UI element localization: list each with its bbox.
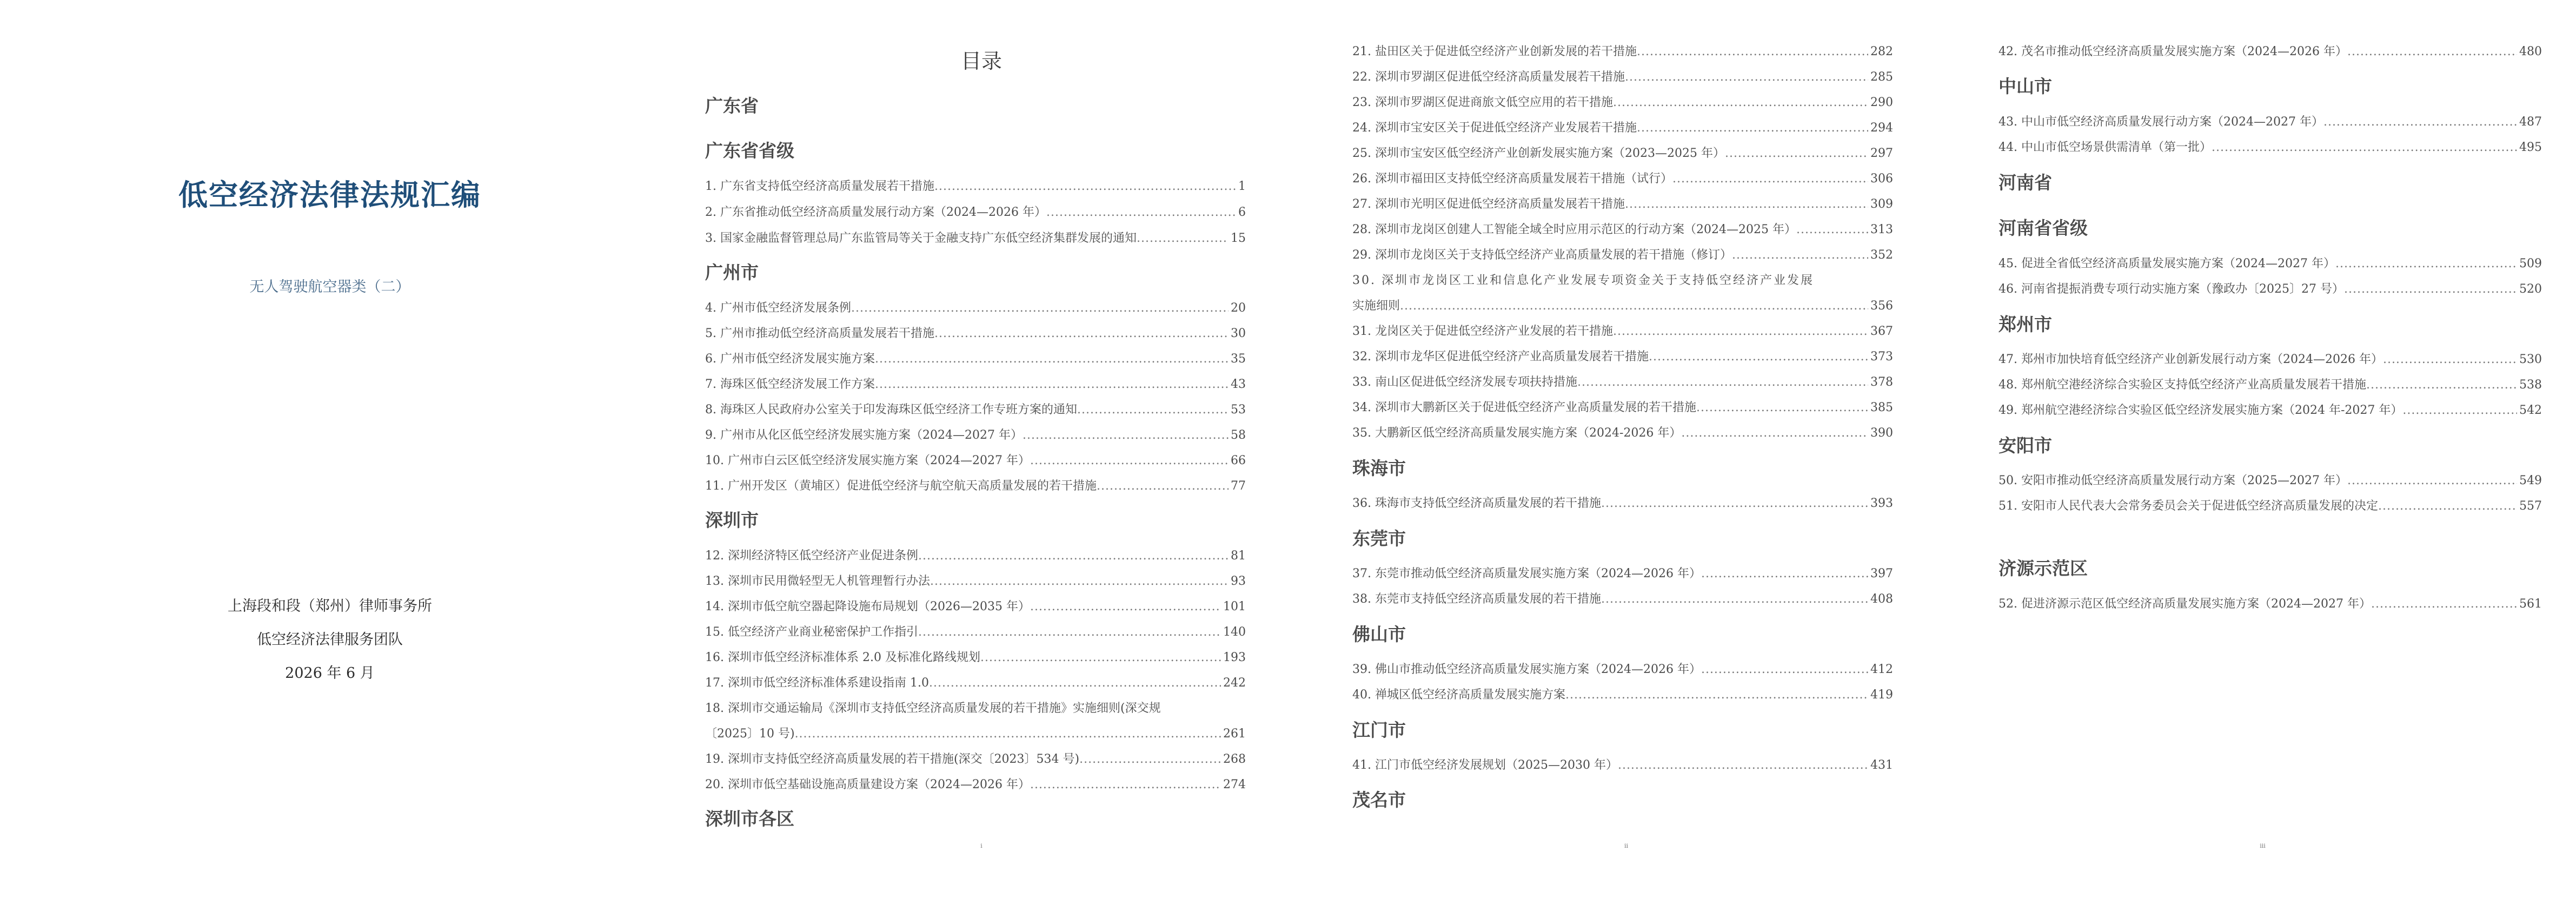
toc-entry[interactable]: 6. 广州市低空经济发展实施方案 ..... 35 bbox=[705, 349, 1246, 366]
toc-entry-continued[interactable]: 〔2025〕10 号) ..... 261 bbox=[705, 724, 1246, 741]
toc-entry[interactable]: 25. 深圳市宝安区低空经济产业创新发展实施方案（2023—2025 年） ..... 297 bbox=[1352, 144, 1893, 161]
section-heading: 珠海市 bbox=[1352, 458, 1406, 479]
document-subtitle: 无人驾驶航空器类（二） bbox=[249, 279, 410, 295]
toc-entry[interactable]: 29. 深圳市龙岗区关于支持低空经济产业高质量发展的若干措施（修订） ..... 352 bbox=[1352, 246, 1893, 262]
toc-entry[interactable]: 10. 广州市白云区低空经济发展实施方案（2024—2027 年） ..... 66 bbox=[705, 451, 1246, 468]
toc-entry[interactable]: 52. 促进济源示范区低空经济高质量发展实施方案（2024—2027 年） ..... 561 bbox=[1999, 595, 2542, 611]
toc-entry[interactable]: 4. 广州市低空经济发展条例 ..... 20 bbox=[705, 299, 1246, 315]
toc-entry[interactable]: 28. 深圳市龙岗区创建人工智能全域全时应用示范区的行动方案（2024—2025 年） ..... 313 bbox=[1352, 220, 1893, 237]
toc-entry[interactable]: 18. 深圳市交通运输局《深圳市支持低空经济高质量发展的若干措施》实施细则(深交规 bbox=[705, 702, 1161, 715]
toc-entry[interactable]: 32. 深圳市龙华区促进低空经济产业高质量发展若干措施 ..... 373 bbox=[1352, 347, 1893, 364]
toc-entry[interactable]: 39. 佛山市推动低空经济高质量发展实施方案（2024—2026 年） ..... 412 bbox=[1352, 660, 1893, 677]
toc-entry[interactable]: 36. 珠海市支持低空经济高质量发展的若干措施 ..... 393 bbox=[1352, 494, 1893, 511]
service-team: 低空经济法律服务团队 bbox=[257, 631, 403, 648]
document-title: 低空经济法律法规汇编 bbox=[178, 178, 481, 212]
toc-entry[interactable]: 13. 深圳市民用微轻型无人机管理暂行办法 ..... 93 bbox=[705, 572, 1246, 589]
page-number: ii bbox=[1624, 842, 1629, 849]
toc-entry[interactable]: 3. 国家金融监督管理总局广东监管局等关于金融支持广东低空经济集群发展的通知 ..... 15 bbox=[705, 229, 1246, 246]
toc-entry[interactable]: 21. 盐田区关于促进低空经济产业创新发展的若干措施 ..... 282 bbox=[1352, 42, 1893, 59]
toc-entry[interactable]: 7. 海珠区低空经济发展工作方案 ..... 43 bbox=[705, 375, 1246, 392]
toc-entry[interactable]: 44. 中山市低空场景供需清单（第一批） ..... 495 bbox=[1999, 138, 2542, 155]
section-heading: 安阳市 bbox=[1999, 435, 2052, 456]
toc-page-1 bbox=[660, 0, 1303, 911]
toc-entry[interactable]: 42. 茂名市推动低空经济高质量发展实施方案（2024—2026 年） ..... 480 bbox=[1999, 42, 2542, 59]
toc-entry[interactable]: 31. 龙岗区关于促进低空经济产业发展的若干措施 ..... 367 bbox=[1352, 322, 1893, 339]
toc-entry[interactable]: 50. 安阳市推动低空经济高质量发展行动方案（2025—2027 年） ..... 549 bbox=[1999, 471, 2542, 488]
section-heading: 广州市 bbox=[705, 262, 759, 283]
toc-entry[interactable]: 27. 深圳市光明区促进低空经济高质量发展若干措施 ..... 309 bbox=[1352, 195, 1893, 212]
toc-entry[interactable]: 38. 东莞市支持低空经济高质量发展的若干措施 ..... 408 bbox=[1352, 590, 1893, 606]
section-heading: 广东省省级 bbox=[705, 140, 794, 161]
toc-entry[interactable]: 2. 广东省推动低空经济高质量发展行动方案（2024—2026 年） ..... 6 bbox=[705, 203, 1246, 220]
section-heading: 茂名市 bbox=[1352, 789, 1406, 810]
toc-entry[interactable]: 51. 安阳市人民代表大会常务委员会关于促进低空经济高质量发展的决定 ..... 557 bbox=[1999, 497, 2542, 513]
section-heading: 东莞市 bbox=[1352, 528, 1406, 549]
toc-entry[interactable]: 14. 深圳市低空航空器起降设施布局规划（2026—2035 年） ..... 101 bbox=[705, 597, 1246, 614]
toc-entry[interactable]: 8. 海珠区人民政府办公室关于印发海珠区低空经济工作专班方案的通知 ..... 53 bbox=[705, 400, 1246, 417]
toc-title: 目录 bbox=[960, 49, 1002, 73]
toc-entry[interactable]: 5. 广州市推动低空经济高质量发展若干措施 ..... 30 bbox=[705, 324, 1246, 341]
toc-entry[interactable]: 46. 河南省提振消费专项行动实施方案（豫政办〔2025〕27 号） ..... 520 bbox=[1999, 280, 2542, 296]
toc-entry[interactable]: 35. 大鹏新区低空经济高质量发展实施方案（2024-2026 年） ..... 390 bbox=[1352, 424, 1893, 440]
toc-entry[interactable]: 30. 深圳市龙岗区工业和信息化产业发展专项资金关于支持低空经济产业发展 bbox=[1352, 274, 1814, 287]
toc-entry[interactable]: 48. 郑州航空港经济综合实验区支持低空经济产业高质量发展若干措施 ..... 538 bbox=[1999, 375, 2542, 392]
toc-entry[interactable]: 17. 深圳市低空经济标准体系建设指南 1.0 ..... 242 bbox=[705, 674, 1246, 690]
publication-date: 2026 年 6 月 bbox=[285, 665, 375, 682]
toc-entry[interactable]: 11. 广州开发区（黄埔区）促进低空经济与航空航天高质量发展的若干措施 ..... 77 bbox=[705, 477, 1246, 493]
toc-entry[interactable]: 37. 东莞市推动低空经济高质量发展实施方案（2024—2026 年） ..... 397 bbox=[1352, 564, 1893, 581]
toc-entry[interactable]: 24. 深圳市宝安区关于促进低空经济产业发展若干措施 ..... 294 bbox=[1352, 118, 1893, 135]
toc-entry[interactable]: 9. 广州市从化区低空经济发展实施方案（2024—2027 年） ..... 58 bbox=[705, 426, 1246, 443]
toc-entry[interactable]: 49. 郑州航空港经济综合实验区低空经济发展实施方案（2024 年-2027 年） ..... 542 bbox=[1999, 401, 2542, 418]
toc-entry[interactable]: 12. 深圳经济特区低空经济产业促进条例 ..... 81 bbox=[705, 546, 1246, 563]
page-number: i bbox=[980, 842, 982, 849]
toc-entry[interactable]: 33. 南山区促进低空经济发展专项扶持措施 ..... 378 bbox=[1352, 373, 1893, 390]
section-heading: 郑州市 bbox=[1999, 314, 2052, 335]
toc-entry[interactable]: 19. 深圳市支持低空经济高质量发展的若干措施(深交〔2023〕534 号) ..... 268 bbox=[705, 750, 1246, 767]
section-heading: 济源示范区 bbox=[1999, 558, 2088, 579]
toc-entry[interactable]: 40. 禅城区低空经济高质量发展实施方案 ..... 419 bbox=[1352, 685, 1893, 702]
toc-entry-continued[interactable]: 实施细则 ..... 356 bbox=[1352, 296, 1893, 313]
section-heading: 中山市 bbox=[1999, 76, 2052, 97]
toc-entry[interactable]: 43. 中山市低空经济高质量发展行动方案（2024—2027 年） ..... 487 bbox=[1999, 113, 2542, 129]
section-heading: 河南省 bbox=[1999, 172, 2052, 193]
toc-page-2 bbox=[1303, 0, 1949, 911]
section-heading: 广东省 bbox=[705, 95, 759, 116]
section-heading: 河南省省级 bbox=[1999, 217, 2088, 239]
section-heading: 深圳市 bbox=[705, 510, 759, 531]
toc-entry[interactable]: 16. 深圳市低空经济标准体系 2.0 及标准化路线规划 ..... 193 bbox=[705, 648, 1246, 665]
section-heading: 江门市 bbox=[1352, 719, 1406, 741]
toc-entry[interactable]: 1. 广东省支持低空经济高质量发展若干措施 ..... 1 bbox=[705, 177, 1246, 194]
toc-entry[interactable]: 47. 郑州市加快培育低空经济产业创新发展行动方案（2024—2026 年） ..... 530 bbox=[1999, 350, 2542, 367]
toc-entry[interactable]: 22. 深圳市罗湖区促进低空经济高质量发展若干措施 ..... 285 bbox=[1352, 68, 1893, 84]
toc-entry[interactable]: 41. 江门市低空经济发展规划（2025—2030 年） ..... 431 bbox=[1352, 756, 1893, 773]
law-firm-name: 上海段和段（郑州）律师事务所 bbox=[228, 598, 432, 615]
toc-entry[interactable]: 26. 深圳市福田区支持低空经济高质量发展若干措施（试行） ..... 306 bbox=[1352, 169, 1893, 186]
toc-entry[interactable]: 20. 深圳市低空基础设施高质量建设方案（2024—2026 年） ..... 274 bbox=[705, 775, 1246, 792]
page-number: iii bbox=[2260, 842, 2266, 849]
section-heading: 佛山市 bbox=[1352, 624, 1406, 645]
toc-page-3 bbox=[1949, 0, 2576, 911]
toc-entry[interactable]: 15. 低空经济产业商业秘密保护工作指引 ..... 140 bbox=[705, 623, 1246, 639]
toc-entry[interactable]: 23. 深圳市罗湖区促进商旅文低空应用的若干措施 ..... 290 bbox=[1352, 93, 1893, 110]
section-heading: 深圳市各区 bbox=[705, 808, 794, 829]
toc-entry[interactable]: 45. 促进全省低空经济高质量发展实施方案（2024—2027 年） ..... 509 bbox=[1999, 254, 2542, 271]
toc-entry[interactable]: 34. 深圳市大鹏新区关于促进低空经济产业高质量发展的若干措施 ..... 385 bbox=[1352, 398, 1893, 415]
cover-page bbox=[0, 0, 660, 911]
